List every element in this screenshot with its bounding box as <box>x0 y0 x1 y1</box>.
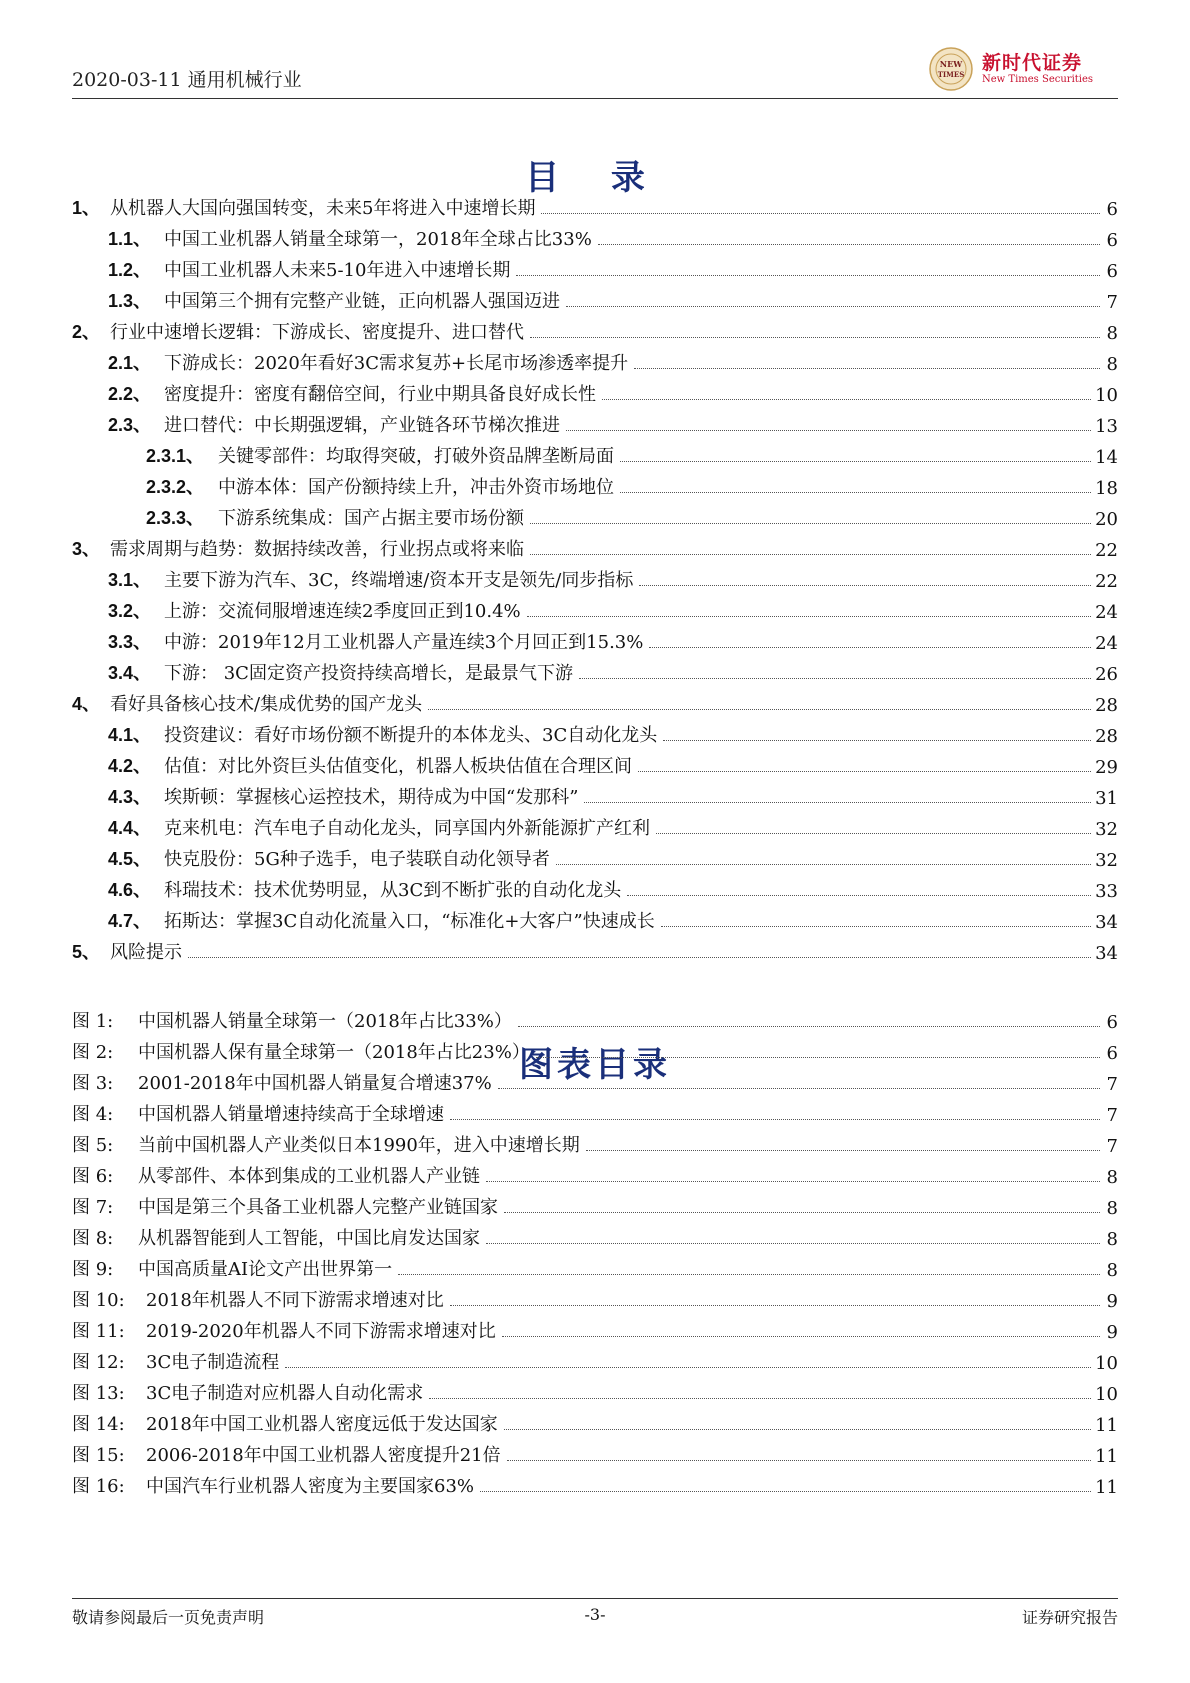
dot-leader <box>620 491 1091 493</box>
entry-title: 2019-2020年机器人不同下游需求增速对比 <box>146 1321 496 1342</box>
entry-page: 9 <box>1106 1322 1118 1343</box>
entry-page: 9 <box>1106 1291 1118 1312</box>
figure-entry[interactable] <box>72 1219 1118 1250</box>
entry-page: 34 <box>1095 912 1118 933</box>
entry-number: 2.1、 <box>108 353 152 373</box>
entry-number: 3.1、 <box>108 570 152 590</box>
entry-page: 24 <box>1095 602 1118 623</box>
entry-title: 主要下游为汽车、3C，终端增速/资本开支是领先/同步指标 <box>164 570 634 591</box>
dot-leader <box>530 553 1091 555</box>
figure-entry[interactable] <box>72 1467 1118 1498</box>
entry-page: 8 <box>1106 1198 1118 1219</box>
entry-title: 投资建议：看好市场份额不断提升的本体龙头、3C自动化龙头 <box>164 725 658 746</box>
dot-leader <box>188 956 1091 958</box>
entry-number: 4.2、 <box>108 756 152 776</box>
entry-page: 7 <box>1106 1105 1118 1126</box>
entry-title: 拓斯达：掌握3C自动化流量入口，“标准化+大客户”快速成长 <box>164 911 655 932</box>
entry-number: 4.6、 <box>108 880 152 900</box>
figure-entry[interactable] <box>72 1281 1118 1312</box>
entry-number: 3.2、 <box>108 601 152 621</box>
entry-title: 关键零部件：均取得突破，打破外资品牌垄断局面 <box>218 446 614 467</box>
dot-leader <box>527 615 1091 617</box>
entry-page: 11 <box>1095 1477 1118 1498</box>
entry-number: 2.3.2、 <box>146 477 205 497</box>
entry-page: 6 <box>1106 230 1118 251</box>
dot-leader <box>663 739 1091 741</box>
dot-leader <box>502 1335 1100 1337</box>
entry-title: 中国汽车行业机器人密度为主要国家63% <box>146 1476 475 1497</box>
entry-number: 图 7: <box>72 1197 114 1218</box>
report-type: 证券研究报告 <box>1021 1608 1118 1627</box>
toc-entry[interactable] <box>72 375 1118 406</box>
dot-leader <box>598 243 1100 245</box>
entry-title: 上游：交流伺服增速连续2季度回正到10.4% <box>164 601 521 622</box>
entry-page: 7 <box>1106 1074 1118 1095</box>
entry-page: 22 <box>1095 571 1118 592</box>
entry-number: 图 15: <box>72 1445 125 1466</box>
entry-title: 中国机器人保有量全球第一（2018年占比23%） <box>138 1042 530 1063</box>
disclaimer-note: 敬请参阅最后一页免责声明 <box>72 1608 265 1627</box>
figure-entry[interactable] <box>72 1188 1118 1219</box>
dot-leader <box>516 274 1100 276</box>
entry-page: 32 <box>1095 850 1118 871</box>
figure-list-title: 图表目录 <box>519 1045 671 1085</box>
new-times-logo-icon <box>928 46 974 92</box>
entry-number: 1.3、 <box>108 291 152 311</box>
dot-leader <box>656 832 1091 834</box>
entry-number: 4.7、 <box>108 911 152 931</box>
entry-page: 7 <box>1106 292 1118 313</box>
entry-title: 从机器智能到人工智能，中国比肩发达国家 <box>138 1228 480 1249</box>
entry-number: 图 5: <box>72 1135 114 1156</box>
toc-entry[interactable] <box>72 778 1118 809</box>
entry-title: 2018年机器人不同下游需求增速对比 <box>146 1290 444 1311</box>
figure-entry[interactable] <box>72 1436 1118 1467</box>
dot-leader <box>450 1118 1100 1120</box>
entry-number: 3、 <box>72 539 101 559</box>
entry-number: 图 9: <box>72 1259 114 1280</box>
entry-page: 22 <box>1095 540 1118 561</box>
entry-number: 图 2: <box>72 1042 114 1063</box>
entry-page: 33 <box>1095 881 1118 902</box>
dot-leader <box>285 1366 1091 1368</box>
entry-number: 4.3、 <box>108 787 152 807</box>
entry-page: 8 <box>1106 1260 1118 1281</box>
toc-entry[interactable] <box>72 592 1118 623</box>
brand-name-en: New Times Securities <box>982 74 1094 85</box>
table-of-contents <box>72 189 1118 964</box>
entry-title: 2006-2018年中国工业机器人密度提升21倍 <box>146 1445 501 1466</box>
entry-title: 从零部件、本体到集成的工业机器人产业链 <box>138 1166 480 1187</box>
entry-title: 密度提升：密度有翻倍空间，行业中期具备良好成长性 <box>164 384 596 405</box>
dot-leader <box>429 1397 1091 1399</box>
entry-number: 图 12: <box>72 1352 125 1373</box>
dot-leader <box>518 1025 1100 1027</box>
dot-leader <box>566 305 1100 307</box>
figure-entry[interactable] <box>72 1033 1118 1064</box>
toc-entry[interactable] <box>72 623 1118 654</box>
entry-page: 13 <box>1095 416 1118 437</box>
entry-title: 中国是第三个具备工业机器人完整产业链国家 <box>138 1197 498 1218</box>
toc-entry[interactable] <box>72 840 1118 871</box>
figure-entry[interactable] <box>72 1002 1118 1033</box>
figure-entry[interactable] <box>72 1250 1118 1281</box>
entry-title: 科瑞技术：技术优势明显，从3C到不断扩张的自动化龙头 <box>164 880 622 901</box>
entry-title: 3C电子制造流程 <box>146 1352 280 1373</box>
entry-page: 6 <box>1106 1043 1118 1064</box>
svg-text:NEW: NEW <box>939 59 963 69</box>
entry-number: 1、 <box>72 198 101 218</box>
entry-title: 中游：2019年12月工业机器人产量连续3个月回正到15.3% <box>164 632 644 653</box>
dot-leader <box>584 801 1091 803</box>
entry-title: 从机器人大国向强国转变，未来5年将进入中速增长期 <box>110 198 536 219</box>
dot-leader <box>579 677 1091 679</box>
page-header <box>72 40 1118 99</box>
industry-name: 通用机械行业 <box>187 69 302 91</box>
entry-title: 估值：对比外资巨头估值变化，机器人板块估值在合理区间 <box>164 756 632 777</box>
entry-number: 2.3、 <box>108 415 152 435</box>
toc-title: 目 录 <box>525 158 665 198</box>
toc-entry[interactable] <box>72 530 1118 561</box>
entry-title: 进口替代：中长期强逻辑，产业链各环节梯次推进 <box>164 415 560 436</box>
entry-number: 图 6: <box>72 1166 114 1187</box>
entry-number: 4.5、 <box>108 849 152 869</box>
toc-entry[interactable] <box>72 685 1118 716</box>
entry-page: 18 <box>1095 478 1118 499</box>
toc-entry[interactable] <box>72 251 1118 282</box>
dot-leader <box>398 1273 1100 1275</box>
entry-number: 2.3.3、 <box>146 508 205 528</box>
dot-leader <box>566 429 1091 431</box>
toc-entry[interactable] <box>72 809 1118 840</box>
header-meta <box>72 65 302 92</box>
entry-number: 3.3、 <box>108 632 152 652</box>
entry-number: 图 16: <box>72 1476 125 1497</box>
entry-number: 图 3: <box>72 1073 114 1094</box>
dot-leader <box>661 925 1091 927</box>
entry-title: 3C电子制造对应机器人自动化需求 <box>146 1383 424 1404</box>
entry-page: 14 <box>1095 447 1118 468</box>
entry-title: 需求周期与趋势：数据持续改善，行业拐点或将来临 <box>110 539 524 560</box>
toc-entry[interactable] <box>72 437 1118 468</box>
entry-page: 24 <box>1095 633 1118 654</box>
entry-title: 下游系统集成：国产占据主要市场份额 <box>218 508 524 529</box>
toc-entry[interactable] <box>72 499 1118 530</box>
figure-list <box>72 1002 1118 1498</box>
toc-entry[interactable] <box>72 189 1118 220</box>
entry-title: 中国机器人销量全球第一（2018年占比33%） <box>138 1011 512 1032</box>
toc-entry[interactable] <box>72 406 1118 437</box>
entry-page: 29 <box>1095 757 1118 778</box>
entry-title: 2001-2018年中国机器人销量复合增速37% <box>138 1073 492 1094</box>
toc-entry[interactable] <box>72 902 1118 933</box>
figure-entry[interactable] <box>72 1405 1118 1436</box>
entry-number: 图 4: <box>72 1104 114 1125</box>
dot-leader <box>480 1490 1091 1492</box>
dot-leader <box>541 212 1100 214</box>
entry-page: 8 <box>1106 1229 1118 1250</box>
toc-entry[interactable] <box>72 220 1118 251</box>
dot-leader <box>649 646 1091 648</box>
entry-number: 1.2、 <box>108 260 152 280</box>
svg-text:TIMES: TIMES <box>937 70 965 79</box>
entry-title: 行业中速增长逻辑：下游成长、密度提升、进口替代 <box>110 322 524 343</box>
entry-page: 6 <box>1106 199 1118 220</box>
entry-page: 31 <box>1095 788 1118 809</box>
dot-leader <box>530 336 1100 338</box>
entry-number: 图 13: <box>72 1383 125 1404</box>
entry-page: 10 <box>1095 1384 1118 1405</box>
toc-entry[interactable] <box>72 468 1118 499</box>
toc-entry[interactable] <box>72 282 1118 313</box>
entry-title: 下游成长：2020年看好3C需求复苏+长尾市场渗透率提升 <box>164 353 629 374</box>
entry-page: 28 <box>1095 695 1118 716</box>
dot-leader <box>507 1459 1091 1461</box>
page-footer <box>72 1598 1118 1627</box>
entry-page: 11 <box>1095 1446 1118 1467</box>
dot-leader <box>486 1180 1100 1182</box>
dot-leader <box>504 1211 1100 1213</box>
entry-page: 8 <box>1106 1167 1118 1188</box>
entry-title: 快克股份：5G种子选手，电子装联自动化领导者 <box>164 849 550 870</box>
entry-title: 埃斯顿：掌握核心运控技术，期待成为中国“发那科” <box>164 787 579 808</box>
entry-number: 2、 <box>72 322 101 342</box>
entry-page: 6 <box>1106 261 1118 282</box>
dot-leader <box>498 1087 1100 1089</box>
entry-number: 5、 <box>72 942 101 962</box>
entry-page: 8 <box>1106 354 1118 375</box>
report-date: 2020-03-11 <box>72 69 182 91</box>
toc-entry[interactable] <box>72 654 1118 685</box>
dot-leader <box>638 770 1091 772</box>
entry-page: 6 <box>1106 1012 1118 1033</box>
entry-page: 7 <box>1106 1136 1118 1157</box>
figure-entry[interactable] <box>72 1095 1118 1126</box>
dot-leader <box>634 367 1100 369</box>
entry-number: 2.2、 <box>108 384 152 404</box>
entry-number: 4.4、 <box>108 818 152 838</box>
brand <box>928 46 1118 90</box>
dot-leader <box>602 398 1091 400</box>
entry-title: 看好具备核心技术/集成优势的国产龙头 <box>110 694 423 715</box>
figure-entry[interactable] <box>72 1312 1118 1343</box>
entry-number: 图 11: <box>72 1321 125 1342</box>
dot-leader <box>504 1428 1091 1430</box>
entry-title: 中国高质量AI论文产出世界第一 <box>138 1259 393 1280</box>
dot-leader <box>556 863 1091 865</box>
figure-entry[interactable] <box>72 1343 1118 1374</box>
entry-page: 8 <box>1106 323 1118 344</box>
entry-title: 克来机电：汽车电子自动化龙头，同享国内外新能源扩产红利 <box>164 818 650 839</box>
entry-title: 2018年中国工业机器人密度远低于发达国家 <box>146 1414 498 1435</box>
dot-leader <box>530 522 1091 524</box>
figure-entry[interactable] <box>72 1126 1118 1157</box>
toc-entry[interactable] <box>72 313 1118 344</box>
entry-title: 中国机器人销量增速持续高于全球增速 <box>138 1104 444 1125</box>
entry-number: 图 8: <box>72 1228 114 1249</box>
dot-leader <box>486 1242 1100 1244</box>
entry-page: 10 <box>1095 1353 1118 1374</box>
entry-title: 当前中国机器人产业类似日本1990年，进入中速增长期 <box>138 1135 580 1156</box>
entry-title: 中国工业机器人销量全球第一，2018年全球占比33% <box>164 229 592 250</box>
figure-entry[interactable] <box>72 1064 1118 1095</box>
toc-entry[interactable] <box>72 561 1118 592</box>
toc-entry[interactable] <box>72 933 1118 964</box>
entry-title: 中游本体：国产份额持续上升，冲击外资市场地位 <box>218 477 614 498</box>
figure-entry[interactable] <box>72 1157 1118 1188</box>
entry-number: 3.4、 <box>108 663 152 683</box>
dot-leader <box>627 894 1091 896</box>
entry-number: 4、 <box>72 694 101 714</box>
page-number: -3- <box>584 1605 606 1624</box>
entry-number: 图 1: <box>72 1011 114 1032</box>
entry-page: 34 <box>1095 943 1118 964</box>
toc-entry[interactable] <box>72 716 1118 747</box>
toc-entry[interactable] <box>72 344 1118 375</box>
dot-leader <box>620 460 1091 462</box>
entry-title: 下游： 3C固定资产投资持续高增长，是最景气下游 <box>164 663 573 684</box>
entry-page: 32 <box>1095 819 1118 840</box>
dot-leader <box>450 1304 1100 1306</box>
entry-number: 1.1、 <box>108 229 152 249</box>
dot-leader <box>428 708 1091 710</box>
brand-name-cn: 新时代证券 <box>982 52 1083 74</box>
entry-number: 图 14: <box>72 1414 125 1435</box>
toc-entry[interactable] <box>72 871 1118 902</box>
figure-entry[interactable] <box>72 1374 1118 1405</box>
entry-title: 风险提示 <box>110 942 182 963</box>
entry-number: 4.1、 <box>108 725 152 745</box>
entry-page: 11 <box>1095 1415 1118 1436</box>
dot-leader <box>639 584 1091 586</box>
entry-page: 26 <box>1095 664 1118 685</box>
dot-leader <box>536 1056 1100 1058</box>
entry-page: 20 <box>1095 509 1118 530</box>
toc-entry[interactable] <box>72 747 1118 778</box>
entry-page: 28 <box>1095 726 1118 747</box>
entry-number: 2.3.1、 <box>146 446 205 466</box>
entry-title: 中国工业机器人未来5-10年进入中速增长期 <box>164 260 511 281</box>
entry-page: 10 <box>1095 385 1118 406</box>
entry-number: 图 10: <box>72 1290 125 1311</box>
dot-leader <box>586 1149 1100 1151</box>
entry-title: 中国第三个拥有完整产业链，正向机器人强国迈进 <box>164 291 560 312</box>
